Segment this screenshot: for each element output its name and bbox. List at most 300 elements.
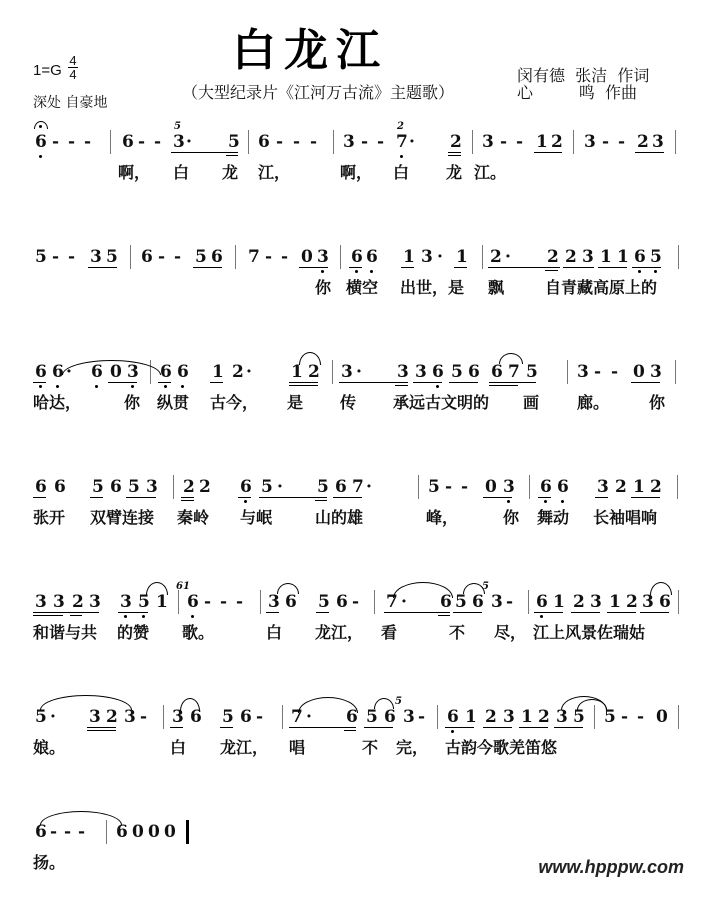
lower-octave-dot [561, 500, 564, 503]
note: 0 [164, 822, 176, 842]
note: 6 [659, 592, 671, 612]
note: 1 [456, 247, 468, 267]
note: 3 [403, 707, 415, 727]
lyric-text: 不 [362, 738, 379, 757]
note: 7 [386, 592, 398, 612]
note: 2 [565, 247, 577, 267]
note: 2 [106, 707, 118, 727]
eighth-underline [635, 152, 664, 153]
barline [573, 130, 574, 154]
lower-octave-dot [142, 615, 145, 618]
lyric-text: 你 [315, 278, 332, 297]
dash-extension: - [500, 132, 508, 152]
slur-arc [650, 582, 672, 595]
dash-extension: - [418, 707, 426, 727]
time-signature-top: 4 [69, 53, 77, 68]
lower-octave-dot [370, 270, 373, 273]
dash-extension: - [140, 707, 148, 727]
time-signature [68, 54, 78, 81]
note: 0 [485, 477, 497, 497]
note: 3 [120, 592, 132, 612]
lyric-text: 啊， [340, 163, 373, 182]
score-line [0, 463, 710, 563]
eighth-underline [483, 727, 512, 728]
lyric-text: 传 [340, 393, 357, 412]
note: 2 [573, 592, 585, 612]
eighth-underline [538, 497, 551, 498]
note: 1 [291, 362, 303, 382]
note: 2 [450, 132, 462, 152]
barline [675, 130, 676, 154]
augmentation-dot: · [246, 362, 252, 382]
lyric-text: 歌。 [182, 623, 215, 642]
eighth-underline [316, 612, 329, 613]
eighth-underline [534, 612, 563, 613]
dash-extension: - [64, 822, 72, 842]
sixteenth-underline [33, 615, 63, 616]
note: 0 [656, 707, 668, 727]
dash-extension: - [516, 132, 524, 152]
note: 3 [268, 592, 280, 612]
note: 3 [53, 592, 65, 612]
lower-octave-dot [321, 270, 324, 273]
note: 3 [503, 477, 515, 497]
note: 6 [187, 592, 199, 612]
lyric-text: 长袖唱响 [593, 508, 658, 527]
dash-extension: - [276, 132, 284, 152]
final-barline [186, 820, 189, 844]
sixteenth-underline [289, 385, 318, 386]
eighth-underline [333, 497, 362, 498]
eighth-underline [632, 267, 661, 268]
lyric-text: 白 [173, 163, 190, 182]
eighth-underline [554, 727, 583, 728]
barline [472, 130, 473, 154]
note: 2 [538, 707, 550, 727]
eighth-underline [33, 382, 46, 383]
slur-arc [62, 360, 161, 375]
dash-extension: - [361, 132, 369, 152]
sixteenth-underline [344, 730, 356, 731]
note: 2 [551, 132, 563, 152]
barline [675, 360, 676, 384]
lower-octave-dot [181, 385, 184, 388]
note: 3 [89, 592, 101, 612]
lower-octave-dot [540, 615, 543, 618]
eighth-underline [210, 382, 223, 383]
barline [163, 705, 164, 729]
note: 1 [156, 592, 168, 612]
note: 3 [597, 477, 609, 497]
dash-extension: - [352, 592, 360, 612]
eighth-underline [598, 267, 627, 268]
eighth-underline [445, 727, 474, 728]
eighth-underline [489, 382, 536, 383]
eighth-underline [563, 267, 594, 268]
slur-arc [374, 698, 394, 709]
note: 0 [633, 362, 645, 382]
score-line [0, 693, 710, 793]
eighth-underline [193, 267, 222, 268]
dash-extension: - [154, 132, 162, 152]
lyric-text: 山的雄 [315, 508, 364, 527]
note: 2 [615, 477, 627, 497]
dash-extension: - [293, 132, 301, 152]
eighth-underline [87, 727, 116, 728]
note: 3 [421, 247, 433, 267]
lower-octave-dot [39, 385, 42, 388]
dash-extension: - [377, 132, 385, 152]
barline [567, 360, 568, 384]
lower-octave-dot [191, 615, 194, 618]
lower-octave-dot [95, 385, 98, 388]
time-signature-bottom: 4 [69, 67, 77, 82]
note: 6 [141, 247, 153, 267]
sixteenth-underline [181, 500, 194, 501]
note: 5 [138, 592, 150, 612]
lower-octave-dot [400, 155, 403, 158]
lyric-text: 白 [266, 623, 283, 642]
note: 6 [190, 707, 202, 727]
lyricist-credit: 闵有德 张洁 作词 [517, 66, 650, 85]
note: 5 [455, 592, 467, 612]
dash-extension: - [204, 592, 212, 612]
note: 5 [451, 362, 463, 382]
note: 6 [35, 477, 47, 497]
note: 5 [261, 477, 273, 497]
barline [529, 475, 530, 499]
note: 5 [222, 707, 234, 727]
note: 2 [490, 247, 502, 267]
lyric-text: 不 [449, 623, 466, 642]
note: 5 [92, 477, 104, 497]
note: 1 [609, 592, 621, 612]
note: 6 [35, 822, 47, 842]
lyric-text: 和谐与共 [33, 623, 98, 642]
barline [340, 245, 341, 269]
note: 1 [553, 592, 565, 612]
note: 6 [122, 132, 134, 152]
lyric-text: 你 [649, 393, 666, 412]
note: 6 [35, 132, 47, 152]
barline [333, 130, 334, 154]
eighth-underline [631, 382, 660, 383]
note: 6 [335, 477, 347, 497]
note: 6 [432, 362, 444, 382]
note: 2 [485, 707, 497, 727]
eighth-underline [170, 727, 183, 728]
note: 6 [285, 592, 297, 612]
note: 3 [173, 132, 185, 152]
note: 5 [573, 707, 585, 727]
composer-credit: 心 鸣 作曲 [517, 83, 637, 102]
key-signature: 1=G [33, 62, 62, 79]
note: 1 [633, 477, 645, 497]
eighth-underline [413, 382, 442, 383]
augmentation-dot: · [66, 362, 72, 382]
fermata-dot [39, 125, 42, 128]
note: 1 [617, 247, 629, 267]
lyric-text: 龙 [446, 163, 463, 182]
barline [130, 245, 131, 269]
eighth-underline [88, 267, 117, 268]
slur-arc [146, 582, 168, 595]
note: 5 [526, 362, 538, 382]
eighth-underline [349, 267, 362, 268]
sixteenth-underline [315, 500, 327, 501]
grace-note: 2 [397, 121, 404, 132]
lyric-text: 纵贯 [157, 393, 190, 412]
note: 6 [258, 132, 270, 152]
lyric-text: 江上风景佐瑞姑 [533, 623, 646, 642]
note: 6 [491, 362, 503, 382]
barline [332, 360, 333, 384]
note: 6 [346, 707, 358, 727]
barline [678, 245, 679, 269]
lyric-text: 看 [381, 623, 398, 642]
eighth-underline [126, 497, 156, 498]
note: 5 [317, 477, 329, 497]
slur-arc [298, 697, 358, 713]
dash-extension: - [52, 132, 60, 152]
eighth-underline [171, 152, 238, 153]
note: 0 [132, 822, 144, 842]
lyric-text: 飘 [488, 278, 505, 297]
note: 3 [124, 707, 136, 727]
eighth-underline [238, 497, 251, 498]
slur-arc [277, 583, 299, 594]
note: 7 [508, 362, 520, 382]
eighth-underline [449, 382, 478, 383]
eighth-underline [364, 727, 393, 728]
dash-extension: - [52, 247, 60, 267]
eighth-underline [519, 727, 548, 728]
note: 3 [582, 247, 594, 267]
sixteenth-underline [448, 155, 461, 156]
dash-extension: - [310, 132, 318, 152]
lyric-text: 张开 [33, 508, 66, 527]
eighth-underline [488, 267, 560, 268]
sixteenth-underline [545, 270, 558, 271]
dash-extension: - [220, 592, 228, 612]
note: 1 [212, 362, 224, 382]
lower-octave-dot [544, 500, 547, 503]
subtitle: （大型纪录片《江河万古流》主题歌） [182, 83, 455, 102]
dash-extension: - [236, 592, 244, 612]
note: 2 [72, 592, 84, 612]
note: 2 [199, 477, 211, 497]
lyric-text: 尽， [494, 623, 527, 642]
note: 0 [301, 247, 313, 267]
watermark: www.hpppw.com [538, 857, 684, 877]
note: 3 [317, 247, 329, 267]
augmentation-dot: · [366, 477, 372, 497]
note: 2 [626, 592, 638, 612]
barline [677, 475, 678, 499]
grace-note: 5 [395, 696, 402, 707]
eighth-underline [289, 727, 356, 728]
note: 1 [465, 707, 477, 727]
note: 3 [652, 132, 664, 152]
note: 3 [584, 132, 596, 152]
note: 5 [604, 707, 616, 727]
eighth-underline [483, 497, 512, 498]
lyric-text: 龙 [222, 163, 239, 182]
note: 1 [536, 132, 548, 152]
barline [678, 590, 679, 614]
sixteenth-underline [489, 385, 518, 386]
tempo-marking: 深处 自豪地 [33, 95, 108, 111]
note: 6 [447, 707, 459, 727]
lyric-text: 唱 [289, 738, 306, 757]
note: 3 [650, 362, 662, 382]
lyric-text: 的赞 [117, 623, 150, 642]
eighth-underline [339, 382, 408, 383]
note: 3 [577, 362, 589, 382]
eighth-underline [90, 497, 103, 498]
dash-extension: - [594, 362, 602, 382]
note: 5 [318, 592, 330, 612]
dash-extension: - [461, 477, 469, 497]
note: 6 [91, 362, 103, 382]
score-line [0, 118, 710, 218]
dash-extension: - [68, 132, 76, 152]
lyric-text: 双臂连接 [90, 508, 155, 527]
barline [528, 590, 529, 614]
note: 3 [90, 247, 102, 267]
grace-note: 5 [174, 121, 181, 132]
lyric-text: 与岷 [240, 508, 273, 527]
note: 6 [384, 707, 396, 727]
note: 3 [146, 477, 158, 497]
note: 3 [343, 132, 355, 152]
lower-octave-dot [244, 500, 247, 503]
note: 2 [547, 247, 559, 267]
lyric-text: 你 [503, 508, 520, 527]
note: 5 [366, 707, 378, 727]
lower-octave-dot [507, 500, 510, 503]
lyric-text: 横空 [346, 278, 379, 297]
note: 6 [240, 477, 252, 497]
barline [248, 130, 249, 154]
sixteenth-underline [70, 615, 82, 616]
slur-arc [299, 352, 321, 365]
lower-octave-dot [654, 270, 657, 273]
note: 1 [600, 247, 612, 267]
eighth-underline [384, 612, 450, 613]
eighth-underline [118, 612, 148, 613]
lyric-text: 完， [396, 738, 429, 757]
eighth-underline [259, 497, 327, 498]
note: 3 [341, 362, 353, 382]
lyric-text: 廊。 [577, 393, 610, 412]
slur-arc [577, 699, 607, 710]
eighth-underline [401, 267, 414, 268]
eighth-underline [289, 382, 318, 383]
note: 6 [468, 362, 480, 382]
note: 6 [557, 477, 569, 497]
note: 5 [128, 477, 140, 497]
lower-octave-dot [56, 385, 59, 388]
lyric-text: 江。 [474, 163, 507, 182]
eighth-underline [453, 612, 482, 613]
note: 7 [248, 247, 260, 267]
song-title: 白龙江 [232, 25, 388, 76]
lyric-text: 自青藏高原上的 [545, 278, 658, 297]
note: 3 [482, 132, 494, 152]
barline [482, 245, 483, 269]
note: 3 [642, 592, 654, 612]
eighth-underline [266, 612, 279, 613]
eighth-underline [299, 267, 328, 268]
note: 6 [351, 247, 363, 267]
dash-extension: - [637, 707, 645, 727]
dash-extension: - [265, 247, 273, 267]
eighth-underline [640, 612, 669, 613]
note: 3 [35, 592, 47, 612]
barline [282, 705, 283, 729]
note: 6 [366, 247, 378, 267]
note: 6 [211, 247, 223, 267]
grace-note: 61 [176, 581, 190, 592]
lower-octave-dot [131, 385, 134, 388]
note: 0 [148, 822, 160, 842]
lyric-text: 白 [393, 163, 410, 182]
dash-extension: - [621, 707, 629, 727]
note: 3 [415, 362, 427, 382]
lower-octave-dot [164, 385, 167, 388]
lower-octave-dot [124, 615, 127, 618]
note: 1 [403, 247, 415, 267]
note: 6 [52, 362, 64, 382]
lyric-text: 白 [170, 738, 187, 757]
score-line [0, 233, 710, 333]
augmentation-dot: · [401, 592, 407, 612]
grace-note: 5 [482, 581, 489, 592]
augmentation-dot: · [437, 247, 443, 267]
augmentation-dot: · [186, 132, 192, 152]
eighth-underline [607, 612, 636, 613]
dash-extension: - [618, 132, 626, 152]
note: 2 [637, 132, 649, 152]
lyric-text: 画 [523, 393, 540, 412]
note: 6 [35, 362, 47, 382]
note: 3 [590, 592, 602, 612]
barline [678, 705, 679, 729]
augmentation-dot: · [306, 707, 312, 727]
score-line [0, 578, 710, 678]
note: 2 [232, 362, 244, 382]
note: 5 [428, 477, 440, 497]
eighth-underline [108, 382, 137, 383]
lyric-text: 啊， [118, 163, 151, 182]
barline [260, 590, 261, 614]
note: 3 [556, 707, 568, 727]
lyric-text: 出世，是 [400, 278, 465, 297]
augmentation-dot: · [409, 132, 415, 152]
note: 5 [35, 707, 47, 727]
lyric-text: 承远古文明的 [393, 393, 490, 412]
note: 6 [634, 247, 646, 267]
augmentation-dot: · [505, 247, 511, 267]
slur-arc [499, 353, 523, 364]
lyric-text: 江， [258, 163, 291, 182]
eighth-underline [454, 267, 467, 268]
eighth-underline [181, 497, 194, 498]
lyric-text: 是 [287, 393, 304, 412]
barline [418, 475, 419, 499]
eighth-underline [158, 382, 171, 383]
